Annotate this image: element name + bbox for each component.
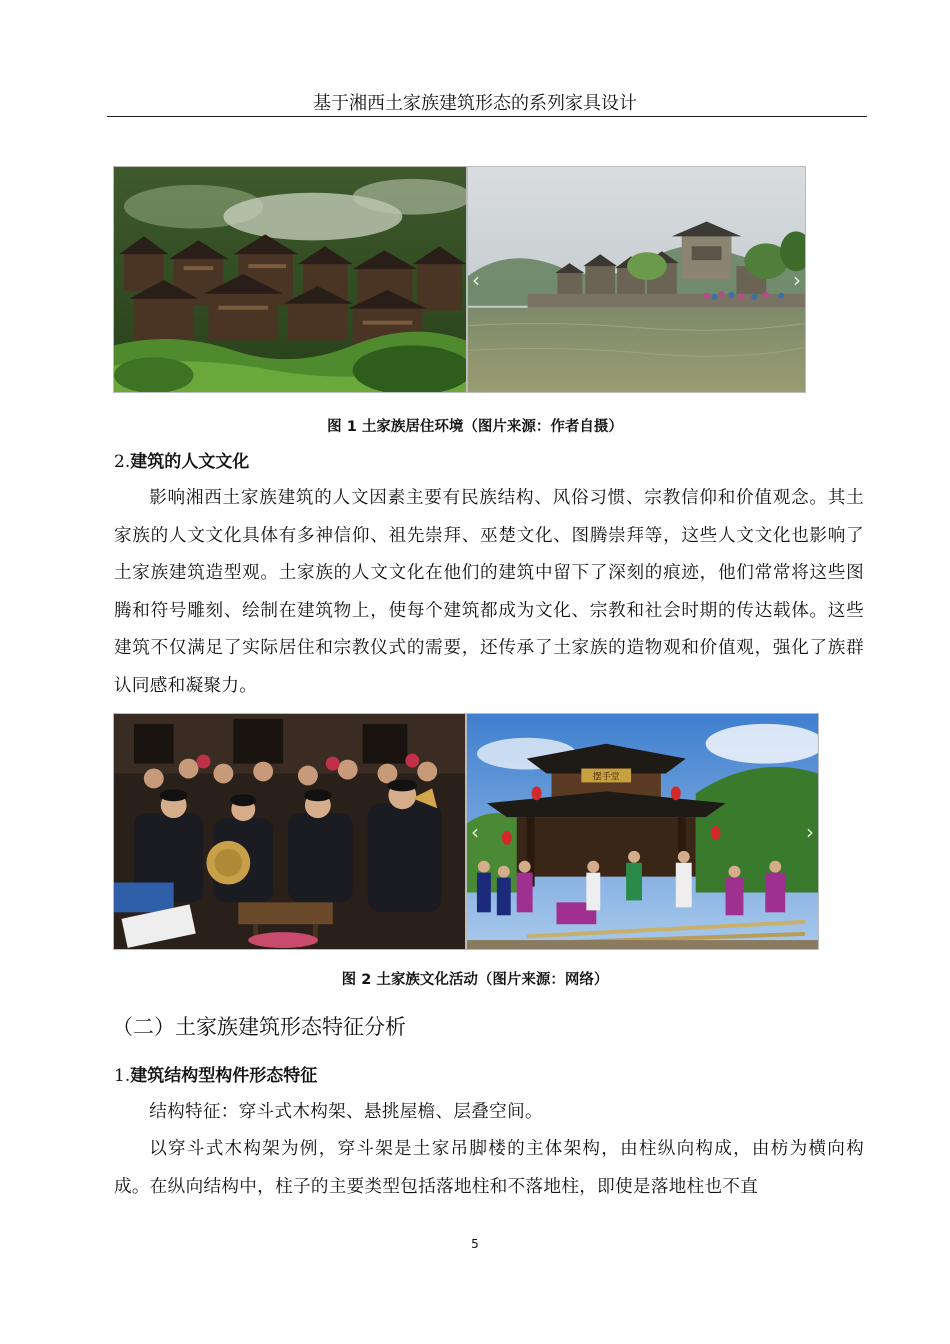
- page-number: 5: [471, 1237, 479, 1251]
- figure2-musicians-photo: [113, 713, 466, 950]
- figure1-river-town-photo: [467, 166, 806, 393]
- gate-dance-illustration: [467, 714, 818, 949]
- subsection-heading-1: [114, 1064, 317, 1088]
- figure1-village-photo: [113, 166, 467, 393]
- paragraph-humanities: 影响湘西土家族建筑的人文因素主要有民族结构、风俗习惯、宗教信仰和价值观念。其土家族的人文文化具体有多神信仰、祖先崇拜、巫楚文化、图腾崇拜等，这些人文文化也影响了土家族建筑造型观。土家族的人文文化在他们的建筑中留下了深刻的痕迹，他们常常将这些图腾和符号雕刻、绘制在建筑物上，使每个建筑都成为文化、宗教和社会时期的传达载体。这些建筑不仅满足了实际居住和宗教仪式的需要，还传承了土家族的造物观和价值观，强化了族群认同感和凝聚力。: [114, 488, 864, 696]
- subsection-number: 2.: [114, 452, 131, 472]
- village-illustration: [114, 167, 466, 392]
- paragraph-chuandou-frame: 以穿斗式木构架为例，穿斗架是土家吊脚楼的主体架构，由柱纵向构成，由枋为横向构成。在纵向结构中，柱子的主要类型包括落地柱和不落地柱，即使是落地柱也不直: [114, 1139, 864, 1197]
- next-arrow-icon[interactable]: ›: [793, 267, 801, 292]
- musicians-illustration: [114, 714, 465, 949]
- subsection-heading-2: [114, 450, 249, 474]
- river-town-illustration: [468, 167, 805, 392]
- prev-arrow-icon[interactable]: ‹: [471, 819, 479, 844]
- figure1-caption: 图 1 土家族居住环境（图片来源：作者自摄）: [327, 419, 623, 435]
- figure2-bamboo-dance-photo: [466, 713, 819, 950]
- header-rule: [107, 116, 867, 117]
- figure2-caption: 图 2 土家族文化活动（图片来源：网络）: [341, 972, 609, 988]
- prev-arrow-icon[interactable]: ‹: [472, 267, 480, 292]
- section-heading: （二）土家族建筑形态特征分析: [112, 1015, 406, 1039]
- paragraph-structure-features: 结构特征：穿斗式木构架、悬挑屋檐、层叠空间。: [149, 1102, 543, 1122]
- next-arrow-icon[interactable]: ›: [806, 819, 814, 844]
- subsection-title: 建筑结构型构件形态特征: [130, 1066, 318, 1086]
- subsection-title: 建筑的人文文化: [130, 452, 250, 472]
- gate-sign-text: 摆手堂: [592, 772, 620, 783]
- subsection-number: 1.: [114, 1066, 131, 1086]
- running-header: 基于湘西土家族建筑形态的系列家具设计: [313, 93, 637, 114]
